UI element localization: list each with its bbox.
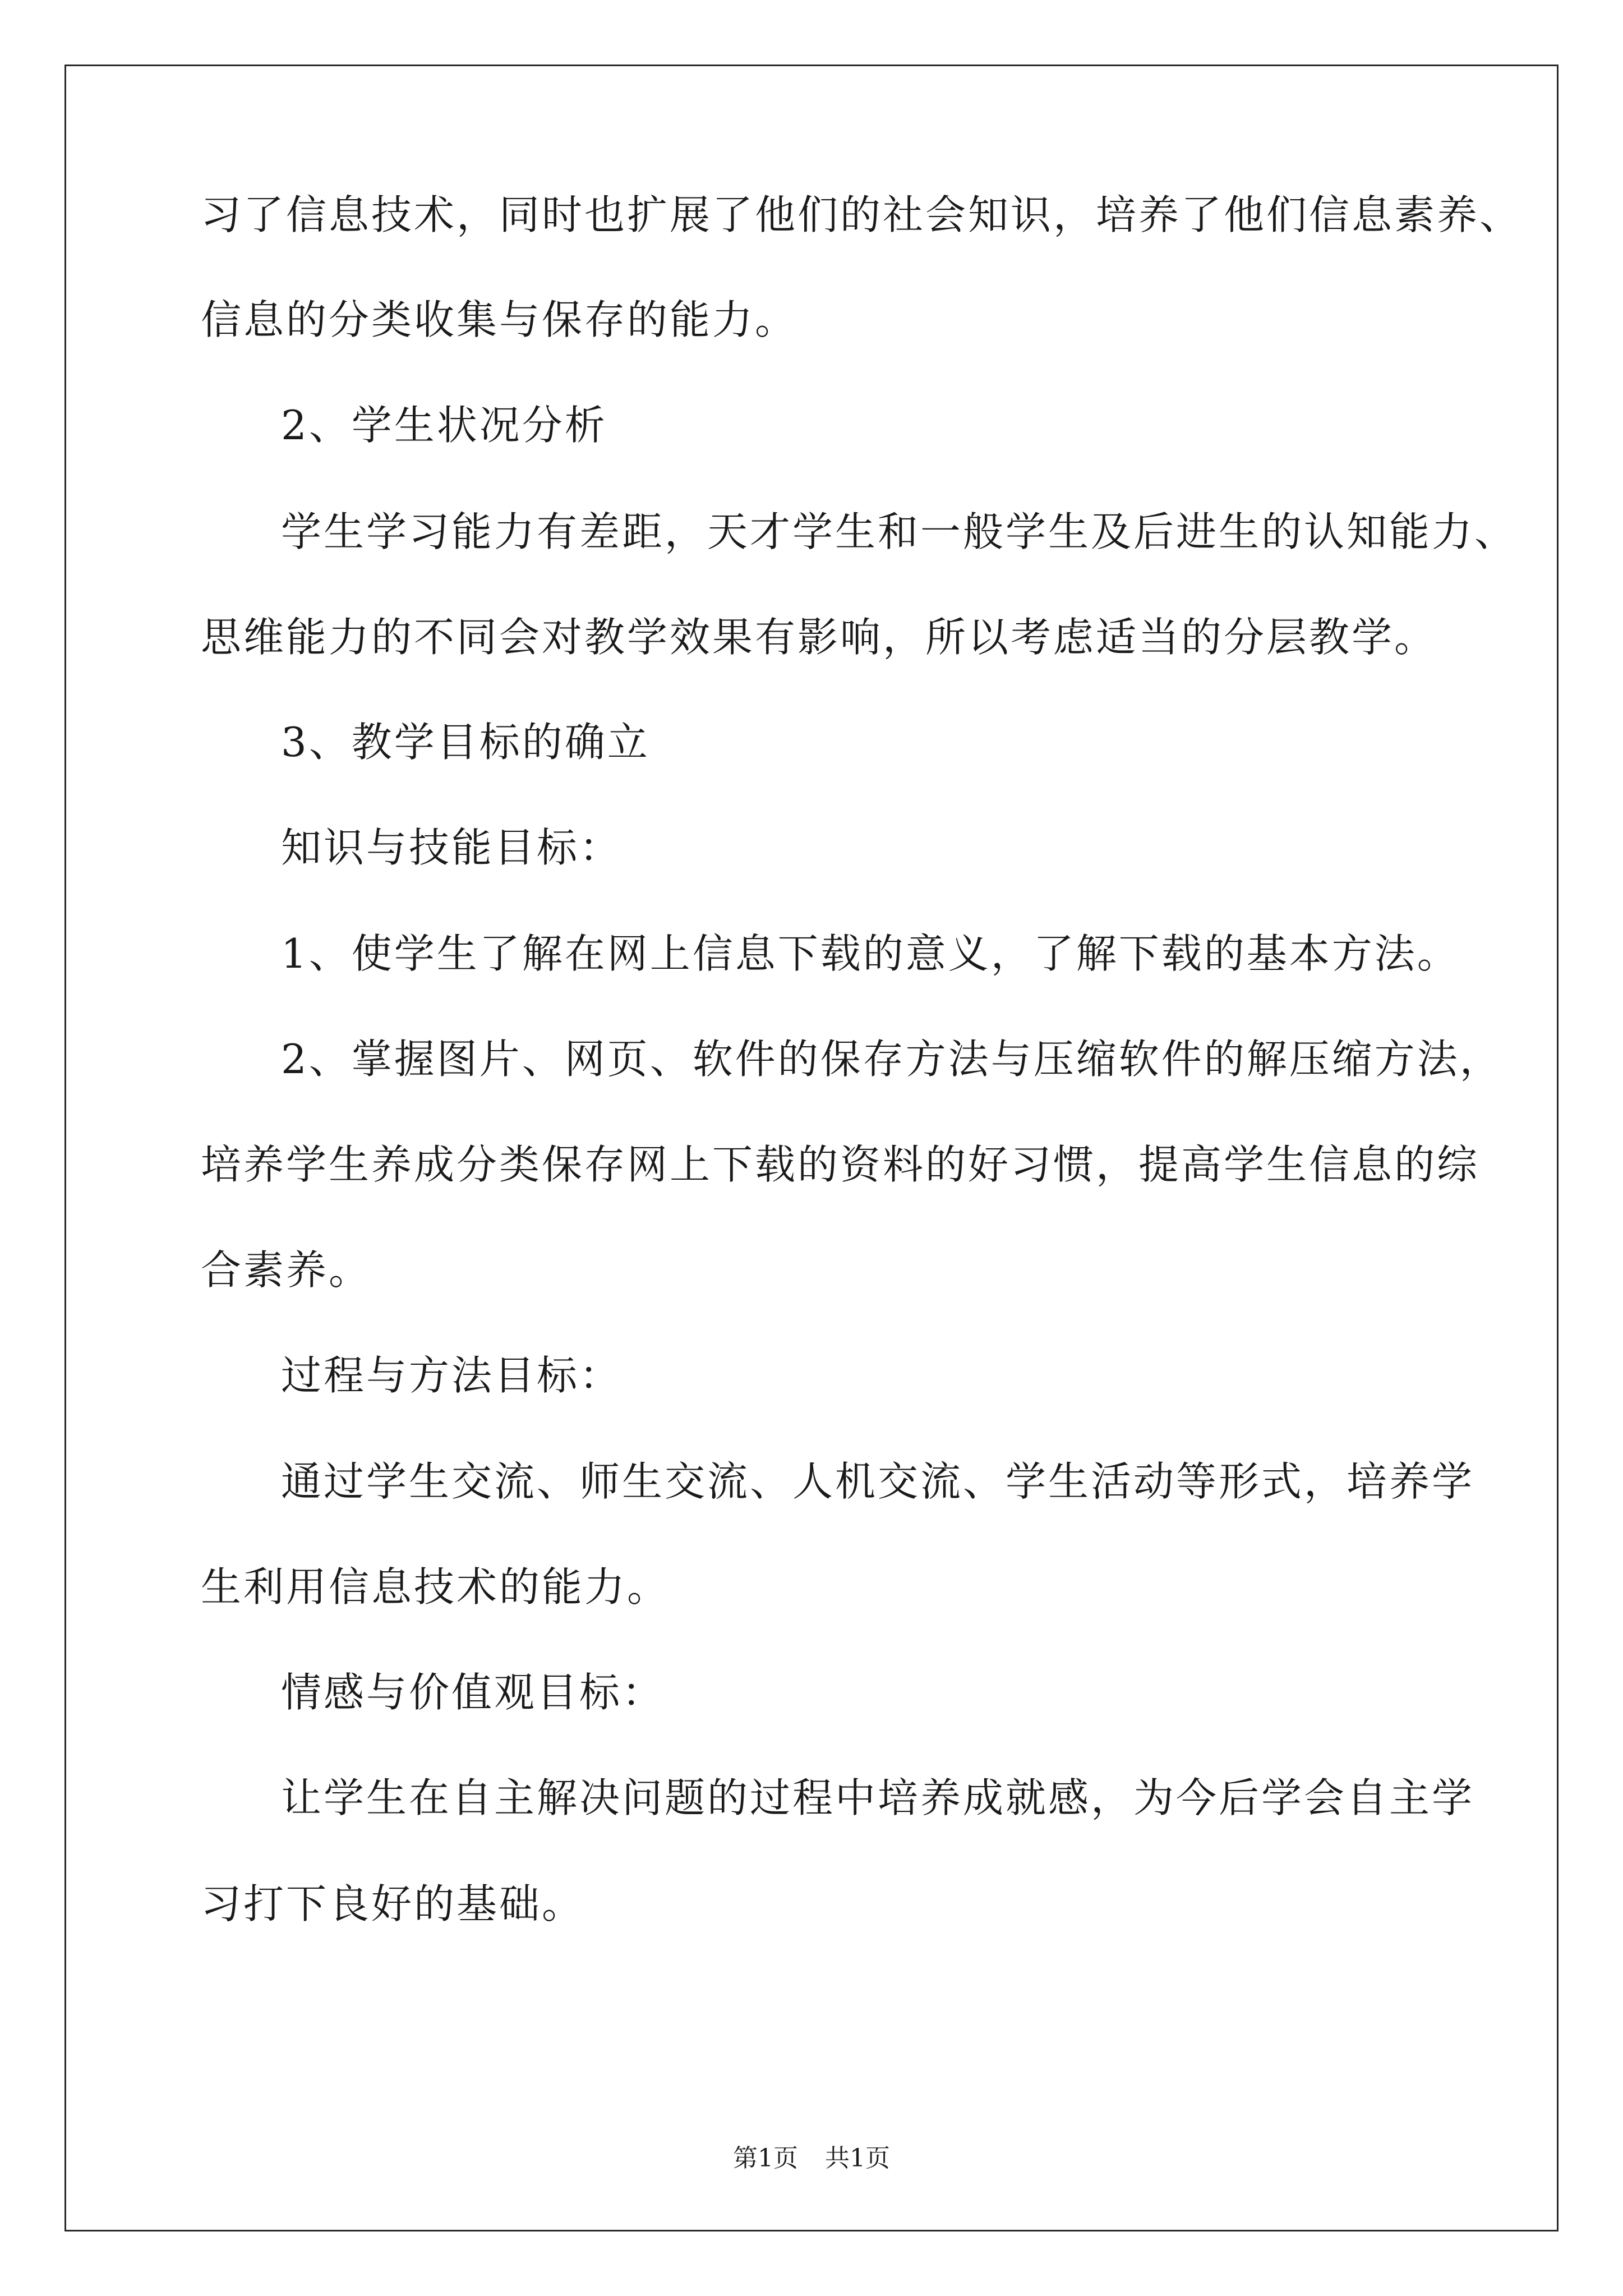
page-footer <box>0 2142 1623 2175</box>
page-number: 第1页 <box>733 2144 798 2173</box>
subheading: 知识与技能目标： <box>281 824 623 871</box>
text-line: 习了信息技术，同时也扩展了他们的社会知识，培养了他们信息素养、 <box>201 191 1523 238</box>
text-line: 习打下良好的基础。 <box>201 1880 585 1927</box>
text-line: 思维能力的不同会对教学效果有影响，所以考虑适当的分层教学。 <box>201 614 1437 661</box>
text-line: 2、掌握图片、网页、软件的保存方法与压缩软件的解压缩方法， <box>281 1036 1502 1083</box>
subheading: 情感与价值观目标： <box>281 1669 665 1716</box>
text-line: 生利用信息技术的能力。 <box>201 1563 670 1611</box>
text-line: 通过学生交流、师生交流、人机交流、学生活动等形式，培养学 <box>281 1458 1475 1505</box>
text-line: 合素养。 <box>201 1246 372 1294</box>
text-line: 学生学习能力有差距，天才学生和一般学生及后进生的认知能力、 <box>281 508 1518 555</box>
text-line: 1、使学生了解在网上信息下载的意义，了解下载的基本方法。 <box>281 930 1460 977</box>
subheading: 过程与方法目标： <box>281 1352 623 1399</box>
section-heading: 2、学生状况分析 <box>281 402 607 449</box>
text-line: 培养学生养成分类保存网上下载的资料的好习惯，提高学生信息的综 <box>201 1141 1480 1188</box>
section-heading: 3、教学目标的确立 <box>281 719 650 766</box>
text-line: 让学生在自主解决问题的过程中培养成就感，为今后学会自主学 <box>281 1774 1475 1821</box>
text-line: 信息的分类收集与保存的能力。 <box>201 296 798 343</box>
page-total: 共1页 <box>825 2144 890 2173</box>
